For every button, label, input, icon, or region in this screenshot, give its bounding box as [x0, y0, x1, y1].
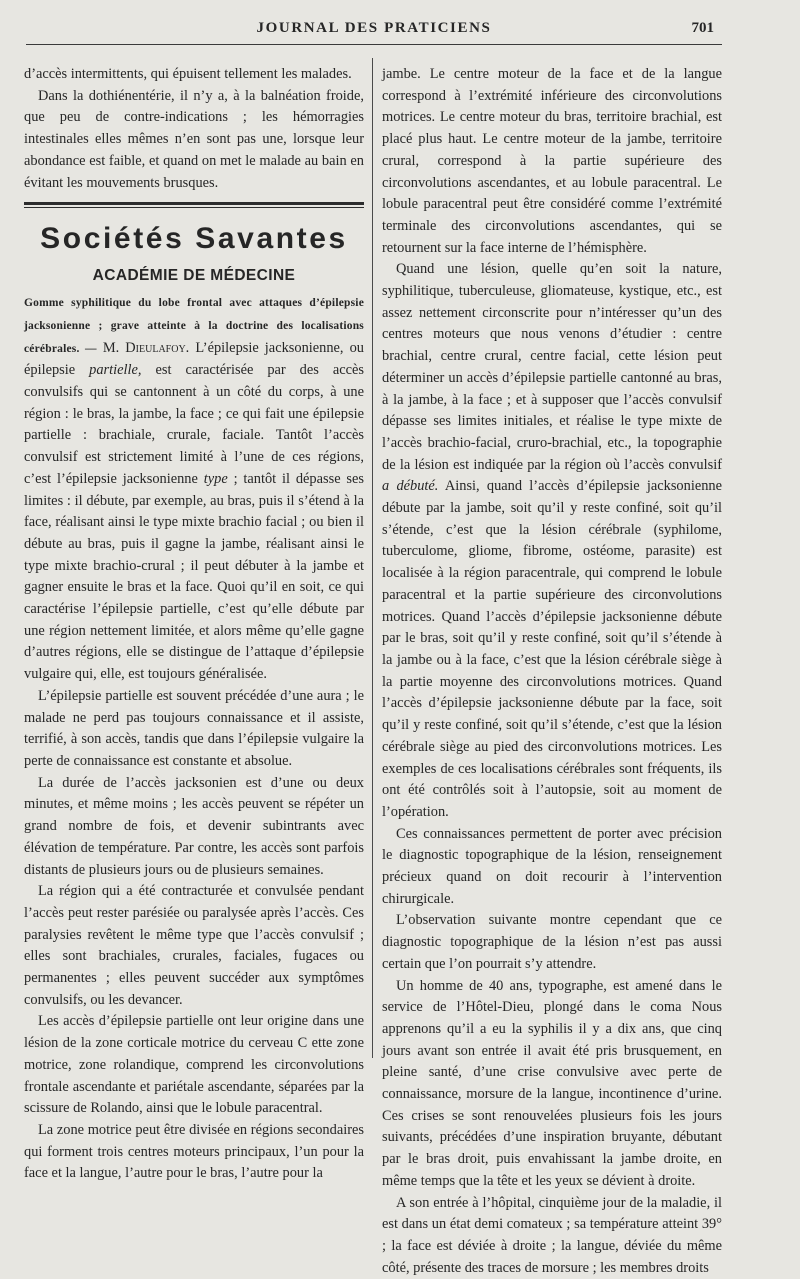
author-name: Dieulafoy.	[125, 339, 190, 356]
article-paragraph	[24, 292, 364, 686]
page-number: 701	[691, 20, 714, 36]
running-header	[26, 18, 722, 45]
text-run: ; tantôt il dépasse ses limites : il débute, par exemple, au bras, puis il s’étend à la face, réalisant ainsi le type mixte brachio facial ; ou bien il débute au bras, puis il gagne la jambe, réalisant ainsi le type mixte brachio-crural ; il peut débuter à la jambe et gagner ensuite le bras et la face. Quoi qu’il en soit, ce qui caractérise l’épilepsie partielle, c’est qu’elle débute par une région nettement limitée, et alors même qu’elle gagne d’autres régions, elle se distingue de l’attaque d’épilepsie vulgaire qui, elle, est toujours généralisée.	[24, 470, 365, 683]
paragraph: A son entrée à l’hôpital, cinquième jour de la maladie, il est dans un état demi comateux ; sa température atteint 39° ; la face est déviée à droite ; la langue, déviée du même côté, présente des traces de morsure ; les membres droits	[382, 1194, 722, 1276]
text-run: est caractérisée par des accès convulsifs qui se cantonnent à un côté du corps, à une région : le bras, la jambe, la face ; ce qui fait une épilepsie partielle : brachiale, crurale, faciale. Tantôt l’accès convulsif est strictement limité à l’une de ces régions, c’est l’épilepsie jacksonienne	[24, 362, 364, 487]
emphasis: a débuté.	[382, 478, 439, 495]
paragraph: L’épilepsie partielle est souvent précédée d’une aura ; le malade ne perd pas toujours connaissance et il assiste, terrifié, à son accès, tandis que dans l’épilepsie vulgaire la perte de connaissance est constante et absolue.	[24, 687, 364, 769]
emphasis: partielle,	[89, 362, 142, 379]
journal-title: JOURNAL DES PRATICIENS	[256, 20, 492, 36]
subsection-title: ACADÉMIE DE MÉDECINE	[92, 267, 296, 285]
paragraph	[382, 259, 722, 823]
article-heading: Gomme syphilitique du lobe frontal avec attaques d’épilepsie jacksonienne ; grave atteinte à la doctrine des localisations cérébrales. —	[24, 297, 364, 355]
section-title: Sociétés Savantes	[40, 222, 348, 256]
text-run: L’épilepsie jacksonienne, ou épilepsie	[24, 339, 364, 379]
paragraph: jambe. Le centre moteur de la face et de la langue correspond à l’extrémité inférieure des circonvolutions motrices. Le centre moteur du bras, territoire brachial, est placé plus haut. Le centre moteur de la jambe, territoire crural, correspond à la partie supérieure des circonvolutions ascendantes, et au lobule paracentral. Le lobule paracentral peut être considéré comme l’extrémité terminale des circonvolutions ascendantes, qui se retournent sur la face interne de l’hémisphère.	[382, 66, 722, 256]
paragraph: d’accès intermittents, qui épuisent tellement les malades.	[24, 66, 352, 82]
paragraph: La durée de l’accès jacksonien est d’une ou deux minutes, et même moins ; les accès peuvent se répéter un grand nombre de fois, et devenir subintrants avec élévation de température. Par contre, les accès sont parfois distants de plusieurs jours ou de plusieurs semaines.	[24, 774, 364, 878]
text-run: Quand une lésion, quelle qu’en soit la nature, syphilitique, tuberculeuse, gliomateuse, kystique, etc., est assez nettement circonscrite pour n’intéresser qu’un des centres moteurs que nous venons d’étudier : centre brachial, centre crural, centre facial, cette lésion peut déterminer un accès d’épilepsie partielle cantonné au bras, à la jambe, à la face ; et à supposer que l’accès convulsif dépasse ses limites initiales, et réalise le type mixte de l’accès brachio-facial, cruro-brachial, etc., la topographie de la lésion est indiquée par la région où l’accès convulsif	[382, 261, 722, 473]
paragraph: Dans la dothiénentérie, il n’y a, à la balnéation froide, que peu de contre-indications ; les hémorragies intestinales elles mêmes n’en sont pas une, lorsque leur abondance est faible, et quand on met le malade au bain en évitant les mouvements brusques.	[24, 87, 364, 191]
paragraph: L’observation suivante montre cependant que ce diagnostic topographique de la lésion n’est pas aussi certain que l’on pourrait s’y attendre.	[382, 912, 722, 972]
paragraph: Les accès d’épilepsie partielle ont leur origine dans une lésion de la zone corticale motrice du cerveau C ette zone motrice, zone rolandique, comprend les circonvolutions frontale ascendante et pariétale ascendante, séparées par la scissure de Rolando, ainsi que le lobule paracentral.	[24, 1013, 364, 1117]
section-rule	[24, 202, 364, 208]
left-column	[24, 64, 364, 1185]
author-prefix: M.	[102, 339, 120, 356]
paragraph: Un homme de 40 ans, typographe, est amené dans le service de l’Hôtel-Dieu, plongé dans le coma Nous apprenons qu’il a eu la syphilis il y a dix ans, que cinq jours avant son entrée il avait été pris brusquement, en pleine santé, d’une crise convulsive avec perte de connaissance, morsure de la langue, incontinence d’urine. Ces crises se sont renouvelées plusieurs fois les jours suivants, précédées d’une inspiration bruyante, débutant par le bras droit, puis envahissant la jambe droite, en même temps que la tête et les yeux se dévient à droite.	[382, 977, 722, 1189]
paragraph: La zone motrice peut être divisée en régions secondaires qui forment trois centres moteurs principaux, l’un pour la face et la langue, l’autre pour le bras, l’autre pour la	[24, 1121, 364, 1182]
text-run: Ainsi, quand l’accès d’épilepsie jacksonienne débute par la jambe, soit qu’il y reste confiné, soit qu’il s’étende, c’est que la lésion cérébrale (syphilome, tuberculome, gliome, fibrome, ostéome, parasite) est localisée à la région paracentrale, qui comprend le lobule paracentral et la partie supérieure des circonvolutions motrices. Quand l’accès d’épilepsie jacksonienne débute par le bras, soit qu’il y reste confiné, soit qu’il s’étende à la jambe ou à la face, c’est que la lésion cérébrale siège à la partie moyenne des circonvolutions motrices. Quand l’accès d’épilepsie jacksonienne débute par la face, soit qu’il y reste confiné, soit qu’il s’étende, c’est que la lésion cérébrale siège au pied des circonvolutions motrices. Les exemples de ces localisations cérébrales sont fréquents, ils ont été contrôlés soit à l’autopsie, soit au moment de l’opération.	[382, 478, 722, 820]
paragraph: Ces connaissances permettent de porter avec précision le diagnostic topographique de la lésion, renseignement précieux quand on doit recourir à l’intervention chirurgicale.	[382, 825, 722, 907]
emphasis: type	[203, 470, 228, 487]
right-column	[382, 64, 722, 1279]
paragraph: La région qui a été contracturée et convulsée pendant l’accès peut rester parésiée ou paralysée après l’accès. Ces paralysies revêtent le même type que l’accès convulsif ; elles sont brachiales, crurales, faciales, fugaces ou permanentes ; elles peuvent succéder aux symptômes convulsifs, ou les devancer.	[24, 883, 364, 1008]
column-divider	[372, 58, 373, 1058]
